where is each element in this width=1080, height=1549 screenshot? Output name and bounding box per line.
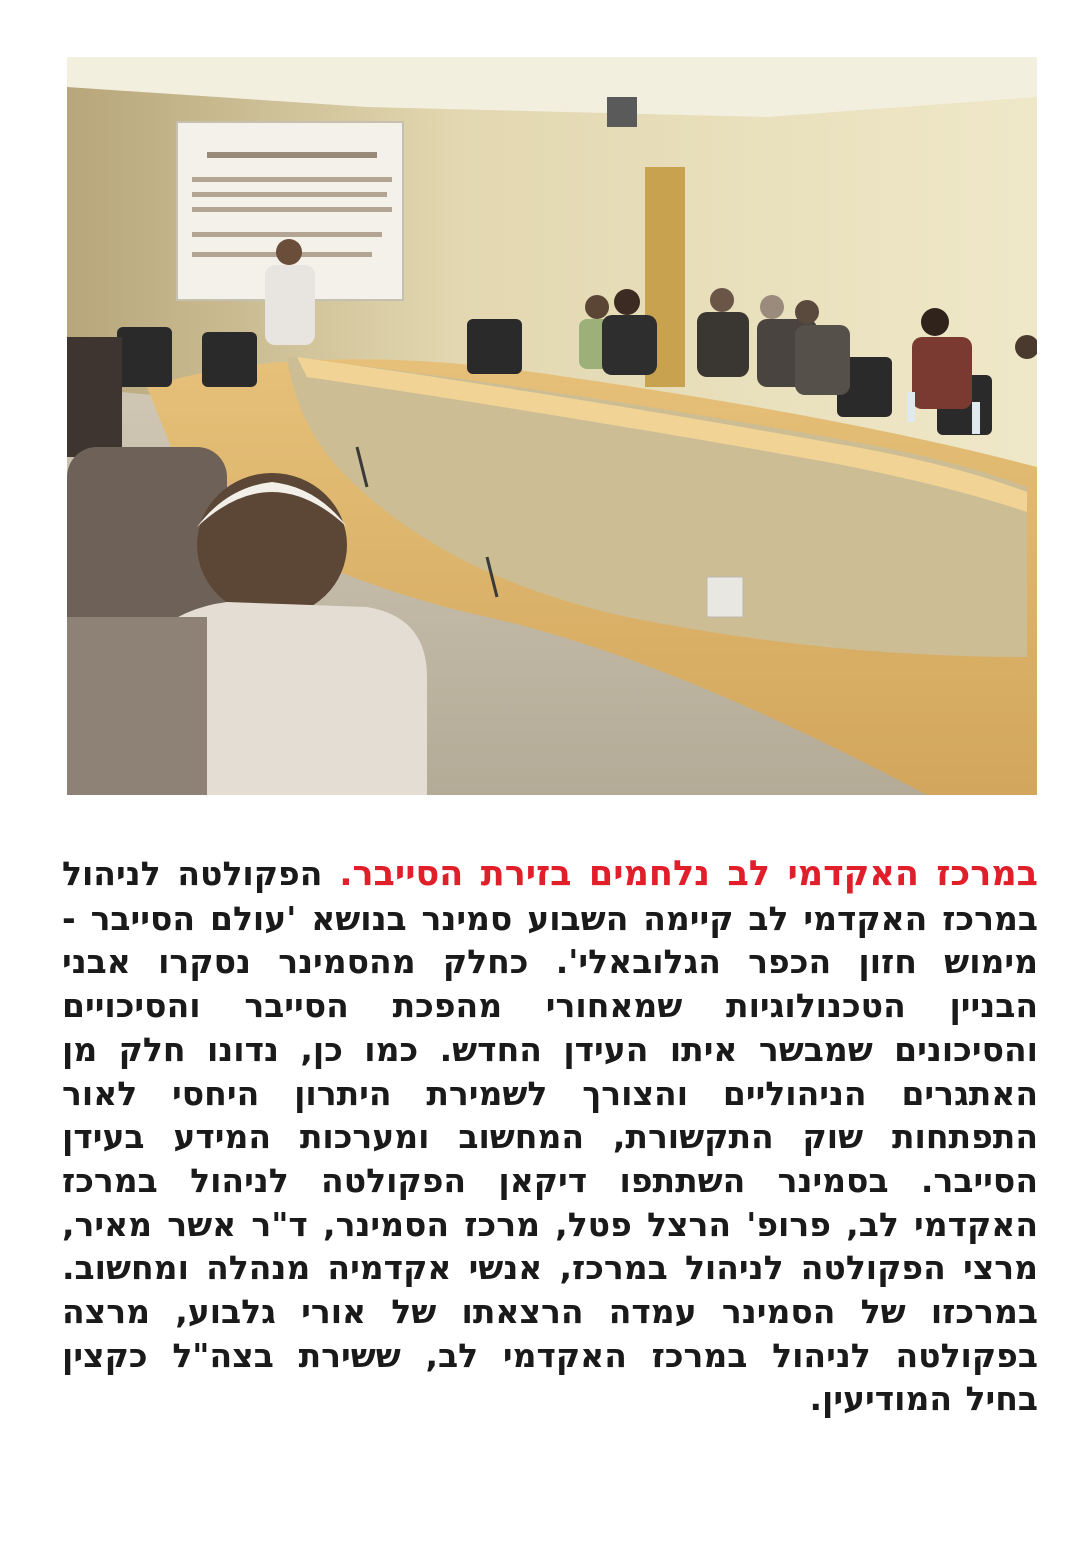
seminar-photo bbox=[67, 57, 1037, 795]
article-text bbox=[62, 852, 1038, 1421]
article-body: הפקולטה לניהול במרכז האקדמי לב קיימה השבוע סמינר בנושא 'עולם הסייבר - מימוש חזון הכפר הגלובאלי'. כחלק מהסמינר נסקרו אבני הבניין הטכנולוגיות שמאחורי מהפכת הסייבר והסיכויים והסיכונים שמבשר איתו העידן החדש. כמו כן, נדונו חלק מן האתגרים הניהוליים והצורך לשמירת היתרון היחסי לאור התפתחות שוק התקשורת, המחשוב ומערכות המידע בעידן הסייבר. בסמינר השתתפו דיקאן הפקולטה לניהול במרכז האקדמי לב, פרופ' הרצל פטל, מרכז הסמינר, ד"ר אשר מאיר, מרצי הפקולטה לניהול במרכז, אנשי אקדמיה מנהלה ומחשוב. במרכזו של הסמינר עמדה הרצאתו של אורי גלבוע, מרצה בפקולטה לניהול במרכז האקדמי לב, ששירת בצה"ל כקצין בחיל המודיעין. bbox=[62, 854, 1038, 1419]
article-headline: במרכז האקדמי לב נלחמים בזירת הסייבר. bbox=[339, 854, 1038, 894]
